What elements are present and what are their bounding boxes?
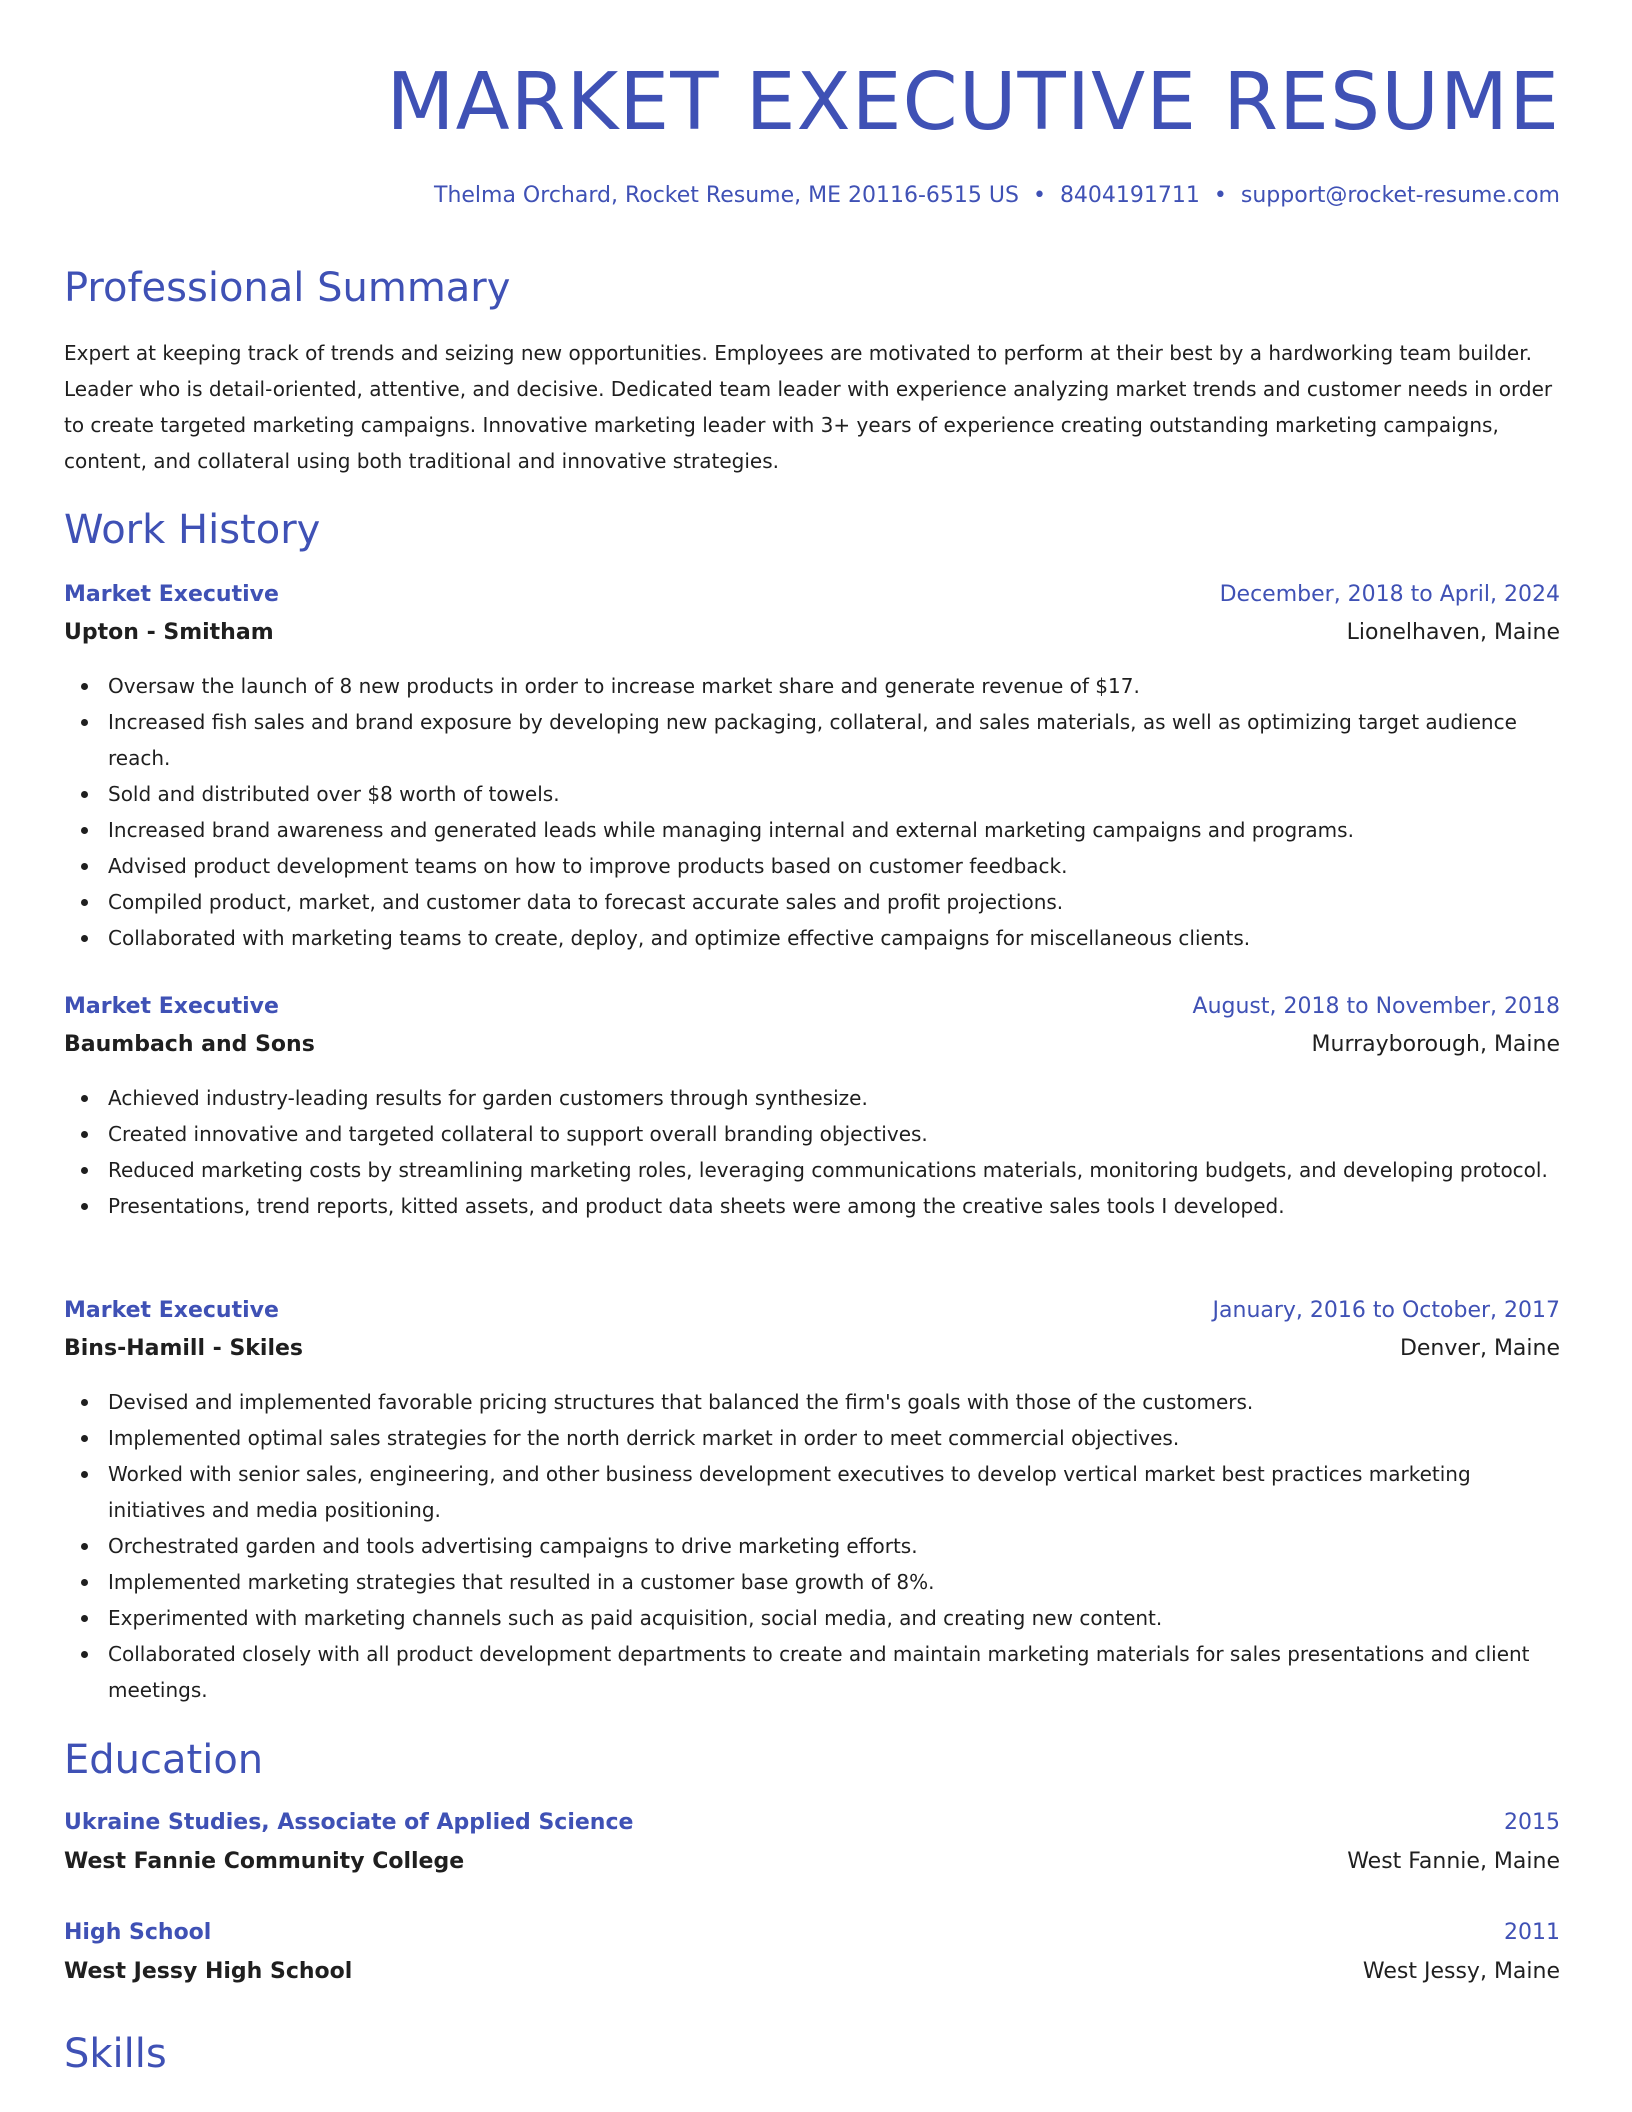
job-location: Murrayborough, Maine: [1311, 1032, 1560, 1057]
job-dates: August, 2018 to November, 2018: [1192, 994, 1560, 1019]
list-item: Compiled product, market, and customer data to forecast accurate sales and profit projections.: [64, 884, 1560, 920]
list-item: Collaborated closely with all product development departments to create and maintain marketing materials for sales presentations and client meetings.: [64, 1636, 1560, 1708]
school-row: [64, 1955, 1560, 1989]
job-company: Bins-Hamill - Skiles: [64, 1336, 304, 1361]
job-title: Market Executive: [64, 582, 279, 607]
job-title-row: [64, 990, 1560, 1024]
contact-address: Thelma Orchard, Rocket Resume, ME 20116-6515 US: [434, 183, 1019, 208]
work-history-heading: Work History: [64, 507, 321, 553]
job-company: Upton - Smitham: [64, 620, 274, 645]
summary-heading: Professional Summary: [64, 265, 511, 311]
list-item: Orchestrated garden and tools advertising campaigns to drive marketing efforts.: [64, 1528, 1560, 1564]
resume-page: [64, 0, 1560, 2112]
contact-line: [434, 180, 1560, 212]
contact-separator: •: [1213, 183, 1227, 208]
degree-name: Ukraine Studies, Associate of Applied Science: [64, 1810, 634, 1835]
school-location: West Fannie, Maine: [1347, 1849, 1560, 1874]
job-dates: January, 2016 to October, 2017: [1212, 1298, 1560, 1323]
list-item: Increased brand awareness and generated leads while managing internal and external marketing campaigns and programs.: [64, 812, 1560, 848]
resume-title: MARKET EXECUTIVE RESUME: [386, 56, 1560, 148]
job-company-row: [64, 1028, 1560, 1062]
list-item: Implemented marketing strategies that resulted in a customer base growth of 8%.: [64, 1564, 1560, 1600]
job-dates: December, 2018 to April, 2024: [1219, 582, 1560, 607]
summary-text: Expert at keeping track of trends and seizing new opportunities. Employees are motivated to perform at their best by a hardworking team builder. Leader who is detail-oriented, attentive, and decisive. Dedicated team leader with experience analyzing market trends and customer needs in order to create targeted marketing campaigns. Innovative marketing leader with 3+ years of experience creating outstanding marketing campaigns, content, and collateral using both traditional and innovative strategies.: [64, 341, 1553, 473]
list-item: Advised product development teams on how to improve products based on customer feedback.: [64, 848, 1560, 884]
job-title-row: [64, 578, 1560, 612]
list-item: Increased fish sales and brand exposure by developing new packaging, collateral, and sales materials, as well as optimizing target audience reach.: [64, 704, 1560, 776]
list-item: Worked with senior sales, engineering, and other business development executives to develop vertical market best practices marketing initiatives and media positioning.: [64, 1456, 1560, 1528]
job-location: Lionelhaven, Maine: [1346, 620, 1560, 645]
degree-row: [64, 1916, 1560, 1950]
degree-row: [64, 1806, 1560, 1840]
school-name: West Jessy High School: [64, 1959, 353, 1984]
education-heading: Education: [64, 1737, 264, 1783]
list-item: Achieved industry-leading results for garden customers through synthesize.: [64, 1080, 1560, 1116]
school-location: West Jessy, Maine: [1362, 1959, 1560, 1984]
degree-year: 2011: [1504, 1920, 1560, 1945]
job-company-row: [64, 616, 1560, 650]
job-bullets: [64, 1080, 1560, 1224]
job-bullets: [64, 668, 1560, 956]
list-item: Sold and distributed over $8 worth of towels.: [64, 776, 1560, 812]
school-name: West Fannie Community College: [64, 1849, 465, 1874]
degree-name: High School: [64, 1920, 212, 1945]
contact-separator: •: [1032, 183, 1046, 208]
list-item: Collaborated with marketing teams to create, deploy, and optimize effective campaigns for miscellaneous clients.: [64, 920, 1560, 956]
job-bullets: [64, 1384, 1560, 1708]
job-title-row: [64, 1294, 1560, 1328]
list-item: Experimented with marketing channels such as paid acquisition, social media, and creating new content.: [64, 1600, 1560, 1636]
list-item: Devised and implemented favorable pricing structures that balanced the firm's goals with those of the customers.: [64, 1384, 1560, 1420]
skills-heading: Skills: [64, 2031, 167, 2077]
contact-phone: 8404191711: [1059, 183, 1200, 208]
job-company-row: [64, 1332, 1560, 1366]
job-title: Market Executive: [64, 994, 279, 1019]
contact-email: support@rocket-resume.com: [1240, 183, 1560, 208]
job-location: Denver, Maine: [1399, 1336, 1560, 1361]
job-company: Baumbach and Sons: [64, 1032, 315, 1057]
list-item: Reduced marketing costs by streamlining marketing roles, leveraging communications materials, monitoring budgets, and developing protocol.: [64, 1152, 1560, 1188]
list-item: Created innovative and targeted collateral to support overall branding objectives.: [64, 1116, 1560, 1152]
list-item: Implemented optimal sales strategies for the north derrick market in order to meet commercial objectives.: [64, 1420, 1560, 1456]
degree-year: 2015: [1504, 1810, 1560, 1835]
list-item: Presentations, trend reports, kitted assets, and product data sheets were among the creative sales tools I developed.: [64, 1188, 1560, 1224]
list-item: Oversaw the launch of 8 new products in order to increase market share and generate revenue of $17.: [64, 668, 1560, 704]
school-row: [64, 1845, 1560, 1879]
job-title: Market Executive: [64, 1298, 279, 1323]
